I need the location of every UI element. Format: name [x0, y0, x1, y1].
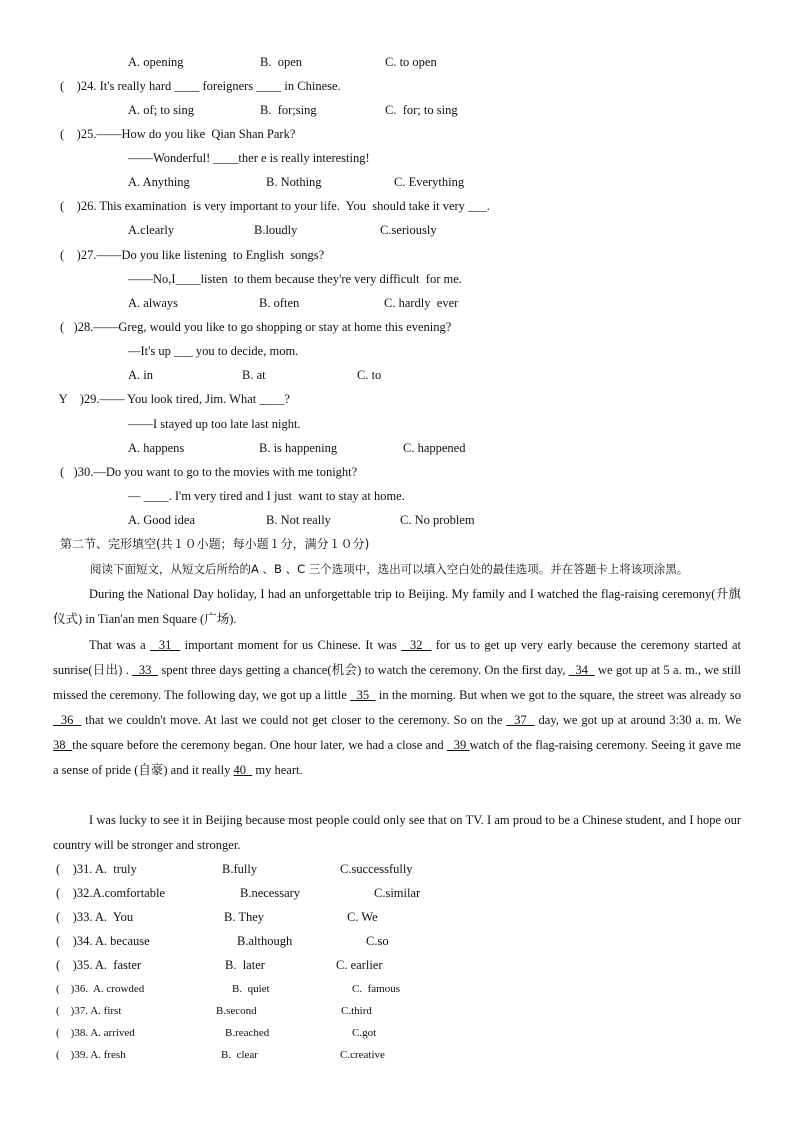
question-25-stem: ( )25.——How do you like Qian Shan Park?: [60, 127, 296, 141]
blank-33: 33: [132, 663, 159, 677]
q24-option-a: A. of; to sing: [128, 103, 194, 117]
q26-option-a: A.clearly: [128, 223, 175, 237]
passage-text: watch of the flag-raising ceremony. Seeing it gave me a sense of pride (自豪) and it really: [53, 738, 742, 777]
blank-34: 34: [568, 663, 595, 677]
q26-option-b: B.loudly: [254, 223, 298, 237]
q27-option-a: A. always: [128, 296, 178, 310]
cloze-39-option-c: C.creative: [340, 1049, 385, 1061]
cloze-39-option-b: B. clear: [221, 1049, 258, 1061]
cloze-35-option-c: C. earlier: [336, 958, 383, 972]
question-29-stem: Y )29.—— You look tired, Jim. What ____?: [56, 392, 290, 406]
cloze-36-stem: ( )36. A. crowded: [56, 983, 145, 995]
q28-option-a: A. in: [128, 368, 153, 382]
question-28-stem: ( )28.——Greg, would you like to go shopping or stay at home this evening?: [60, 320, 452, 334]
cloze-32-option-b: B.necessary: [240, 886, 301, 900]
q23-option-c: C. to open: [385, 55, 437, 69]
q24-option-c: C. for; to sing: [385, 103, 458, 117]
question-27-reply: ——No,I____listen to them because they're very difficult for me.: [128, 272, 462, 286]
blank-37: 37: [506, 713, 535, 727]
q26-option-c: C.seriously: [380, 223, 437, 237]
blank-31: 31: [150, 638, 181, 652]
q28-option-b: B. at: [242, 368, 266, 382]
cloze-33-stem: ( )33. A. You: [56, 910, 134, 924]
passage-text: the square before the ceremony began. One hour later, we had a close and: [72, 738, 448, 752]
passage-text: spent three days getting a chance(机会) to watch the ceremony. On the first day,: [158, 663, 569, 677]
question-26-stem: ( )26. This examination is very important to your life. You should take it very ___.: [60, 199, 490, 213]
cloze-31-stem: ( )31. A. truly: [56, 862, 137, 876]
cloze-34-option-c: C.so: [366, 934, 389, 948]
passage-text: we got up at 5 a. m., we still missed the ceremony. The following day, we got up a little: [53, 663, 742, 702]
q30-option-c: C. No problem: [400, 513, 475, 527]
section-instructions: 阅读下面短文，从短文后所给的A 、B 、C 三个选项中，选出可以填入空白处的最佳选项。并在答题卡上将该项涂黑。: [90, 562, 689, 576]
passage-p3-text: I was lucky to see it in Beijing because most people could only see that on TV. I am proud to be a Chinese student, and I hope our country will be stronger and stronger.: [53, 813, 741, 852]
q28-option-c: C. to: [357, 368, 382, 382]
blank-39: 39: [447, 738, 470, 752]
question-30-stem: ( )30.—Do you want to go to the movies with me tonight?: [60, 465, 358, 479]
q25-option-b: B. Nothing: [266, 175, 322, 189]
passage-text: important moment for us Chinese. It was: [180, 638, 402, 652]
passage-text: That was a: [89, 638, 151, 652]
question-28-reply: —It's up ___ you to decide, mom.: [128, 344, 299, 358]
cloze-32-option-c: C.similar: [374, 886, 421, 900]
cloze-32-stem: ( )32.A.comfortable: [56, 886, 165, 900]
cloze-38-option-b: B.reached: [225, 1027, 270, 1039]
passage-paragraph-1: [53, 582, 741, 632]
q29-option-c: C. happened: [403, 441, 466, 455]
cloze-37-option-b: B.second: [216, 1005, 257, 1017]
cloze-39-stem: ( )39. A. fresh: [56, 1049, 126, 1061]
blank-36: 36: [53, 713, 82, 727]
passage-text: my heart.: [252, 763, 303, 777]
cloze-36-option-c: C. famous: [352, 983, 400, 995]
passage-text: that we couldn't move. At last we could not get closer to the ceremony. So on the: [81, 713, 507, 727]
cloze-34-stem: ( )34. A. because: [56, 934, 150, 948]
q25-option-a: A. Anything: [128, 175, 190, 189]
question-30-reply: — ____. I'm very tired and I just want to stay at home.: [128, 489, 405, 503]
q23-option-b: B. open: [260, 55, 303, 69]
cloze-37-stem: ( )37. A. first: [56, 1005, 122, 1017]
blank-35: 35: [350, 688, 376, 702]
cloze-31-option-c: C.successfully: [340, 862, 413, 876]
q29-option-b: B. is happening: [259, 441, 338, 455]
passage-paragraph-3: [53, 808, 741, 858]
cloze-36-option-b: B. quiet: [232, 983, 270, 995]
cloze-33-option-c: C. We: [347, 910, 378, 924]
question-27-stem: ( )27.——Do you like listening to English songs?: [60, 248, 325, 262]
q30-option-b: B. Not really: [266, 513, 331, 527]
cloze-38-option-c: C.got: [352, 1027, 377, 1039]
blank-32: 32: [401, 638, 432, 652]
cloze-38-stem: ( )38. A. arrived: [56, 1027, 135, 1039]
cloze-34-option-b: B.although: [237, 934, 293, 948]
passage-paragraph-2: [53, 633, 741, 783]
q29-option-a: A. happens: [128, 441, 185, 455]
cloze-37-option-c: C.third: [341, 1005, 372, 1017]
passage-text: for us to get up very early because the ceremony started at sunrise(日出) .: [53, 638, 742, 677]
section-header: 第二节、完形填空(共１０小题；每小题１分，满分１０分): [60, 537, 370, 551]
question-29-reply: ——I stayed up too late last night.: [128, 417, 301, 431]
blank-40: 40: [233, 763, 253, 777]
passage-text: day, we got up at around 3:30 a. m. We: [534, 713, 741, 727]
cloze-31-option-b: B.fully: [222, 862, 258, 876]
q25-option-c: C. Everything: [394, 175, 465, 189]
cloze-35-stem: ( )35. A. faster: [56, 958, 142, 972]
q27-option-b: B. often: [259, 296, 300, 310]
q27-option-c: C. hardly ever: [384, 296, 459, 310]
q24-option-b: B. for;sing: [260, 103, 317, 117]
q23-option-a: A. opening: [128, 55, 184, 69]
cloze-35-option-b: B. later: [225, 958, 265, 972]
cloze-33-option-b: B. They: [224, 910, 265, 924]
passage-p1-text: During the National Day holiday, I had an unforgettable trip to Beijing. My family and I watched the flag-raising ceremony(升旗仪式) in Tian'an men Square (广场).: [53, 587, 741, 626]
question-25-reply: ——Wonderful! ____ther e is really interesting!: [128, 151, 370, 165]
question-24-stem: ( )24. It's really hard ____ foreigners ____ in Chinese.: [60, 79, 341, 93]
blank-38: 38: [53, 738, 73, 752]
passage-text: in the morning. But when we got to the square, the street was already so: [375, 688, 742, 702]
q30-option-a: A. Good idea: [128, 513, 195, 527]
